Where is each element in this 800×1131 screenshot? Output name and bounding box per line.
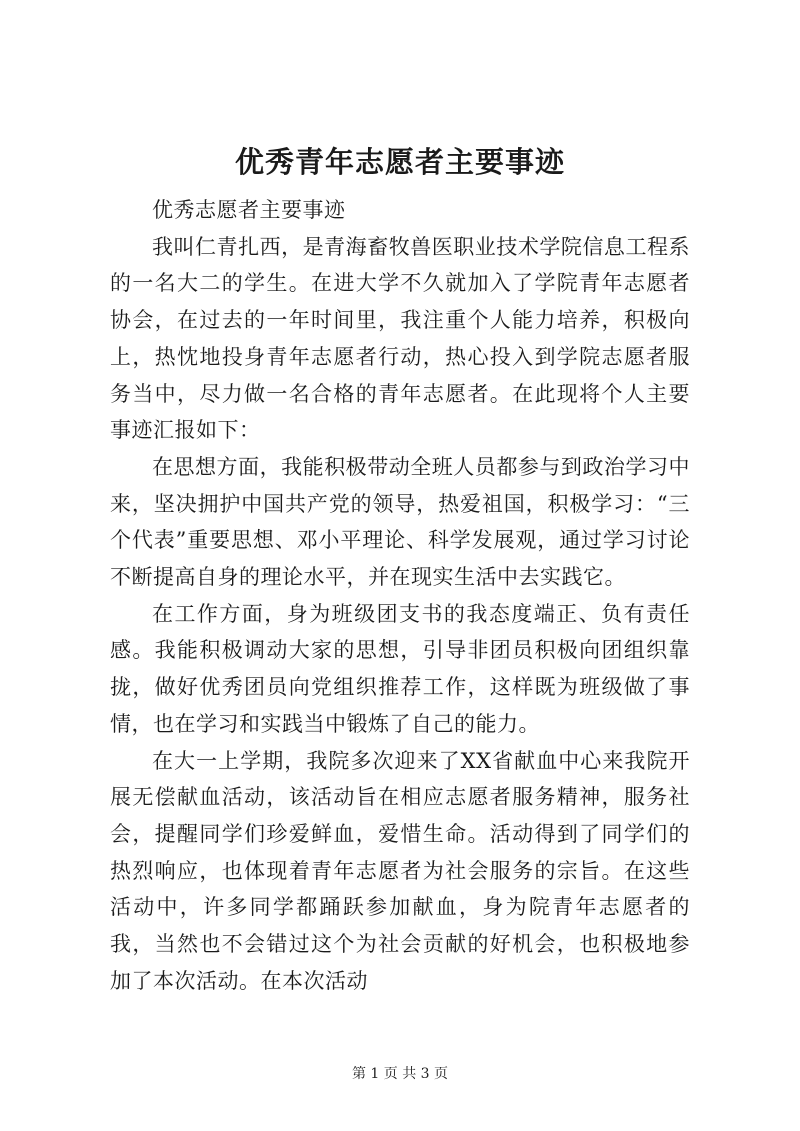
paragraph-subtitle: 优秀志愿者主要事迹: [152, 198, 346, 222]
paragraph-work: 在工作方面，身为班级团支书的我态度端正、负有责任感。我能积极调动大家的思想，引导非团员积极向团组织靠拢，做好优秀团员向党组织推荐工作，这样既为班级做了事情，也在学习和实践当中锻炼了自己的能力。: [110, 601, 690, 736]
paragraph-introduction: 我叫仁青扎西，是青海畜牧兽医职业技术学院信息工程系的一名大二的学生。在进大学不久就加入了学院青年志愿者协会，在过去的一年时间里，我注重个人能力培养，积极向上，热忱地投身青年志愿者行动，热心投入到学院志愿者服务当中，尽力做一名合格的青年志愿者。在此现将个人主要事迹汇报如下：: [110, 234, 690, 443]
paragraph-blood-donation: 在大一上学期，我院多次迎来了XX省献血中心来我院开展无偿献血活动，该活动旨在相应志愿者服务精神，服务社会，提醒同学们珍爱鲜血，爱惜生命。活动得到了同学们的热烈响应，也体现着青年志愿者为社会服务的宗旨。在这些活动中，许多同学都踊跃参加献血，身为院青年志愿者的我，当然也不会错过这个为社会贡献的好机会，也积极地参加了本次活动。在本次活动: [110, 748, 690, 993]
document-body: [110, 192, 690, 999]
paragraph-ideology: 在思想方面，我能积极带动全班人员都参与到政治学习中来，坚决拥护中国共产党的领导，热爱祖国，积极学习：“三个代表”重要思想、邓小平理论、科学发展观，通过学习讨论不断提高自身的理论水平，并在现实生活中去实践它。: [110, 454, 690, 590]
document-title: 优秀青年志愿者主要事迹: [234, 145, 565, 179]
page-number-footer: 第 1 页 共 3 页: [351, 1066, 449, 1082]
